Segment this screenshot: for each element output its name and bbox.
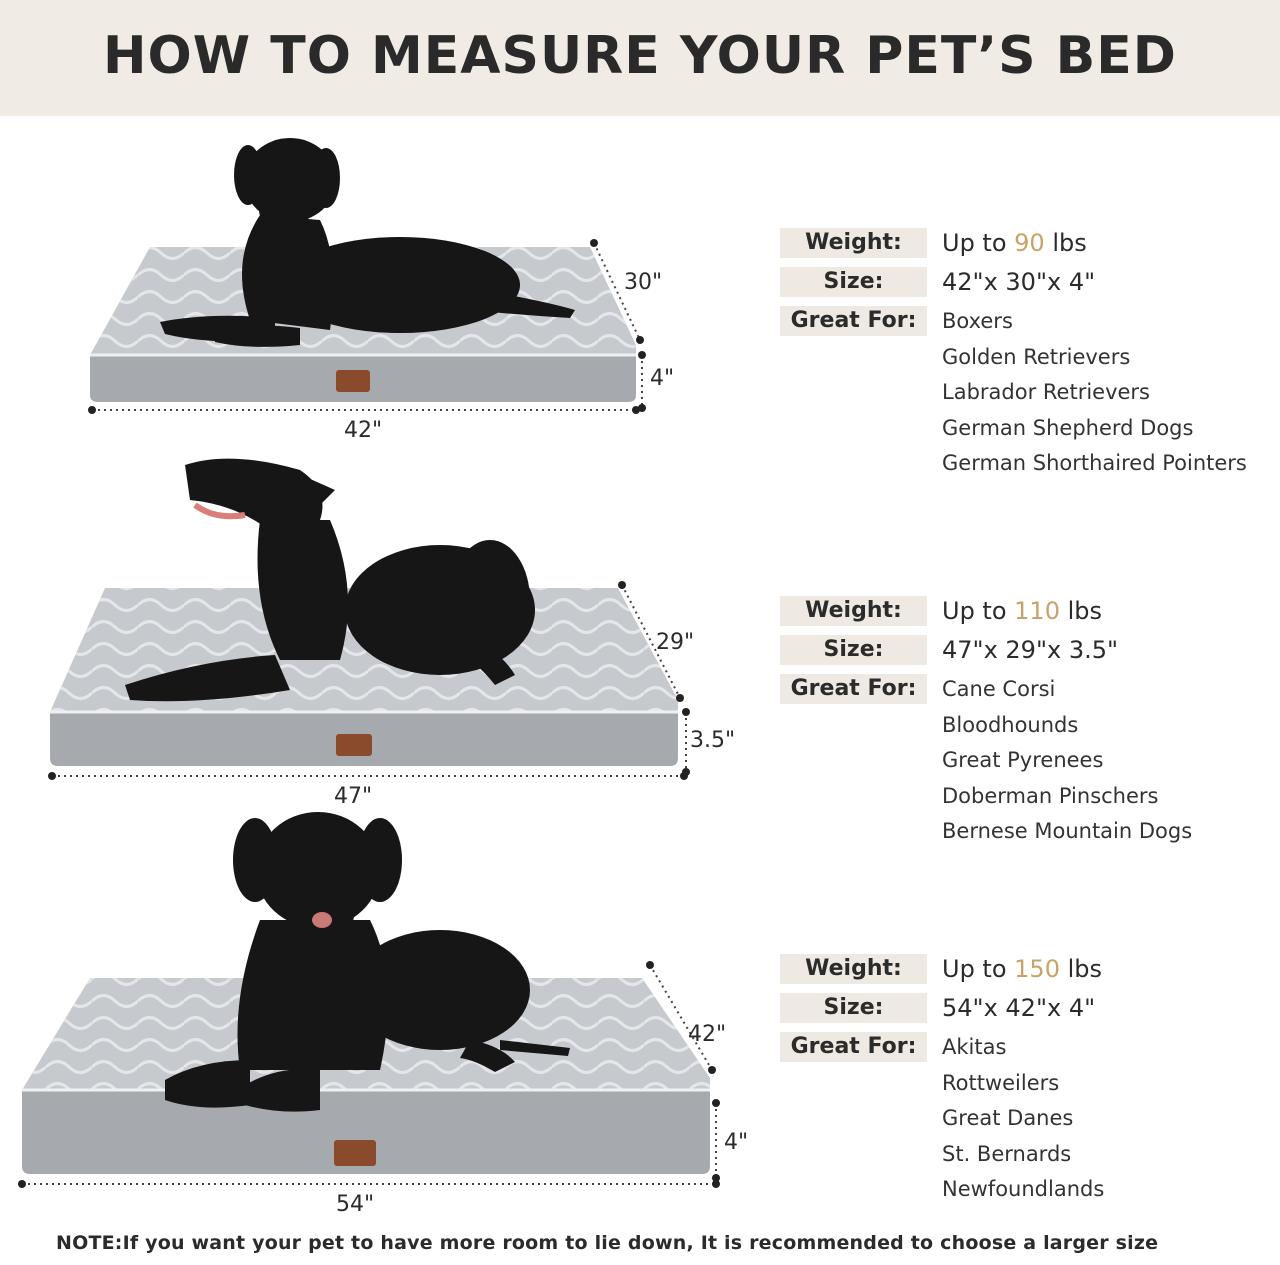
bed-small	[88, 138, 646, 414]
bed-1-height-label: 4"	[650, 366, 675, 391]
brand-tag-icon	[336, 734, 372, 756]
great-for-label: Great For:	[780, 1032, 927, 1062]
size-label: Size:	[780, 993, 927, 1023]
weight-value: Up to 110 lbs	[942, 597, 1103, 625]
weight-row	[780, 594, 1270, 633]
spec-block-medium	[780, 594, 1270, 843]
weight-label: Weight:	[780, 228, 927, 258]
list-item: German Shorthaired Pointers	[942, 451, 1247, 475]
bed-large	[18, 812, 720, 1188]
weight-label: Weight:	[780, 596, 927, 626]
breed-list	[942, 1030, 1104, 1208]
bed-3-width-label: 54"	[336, 1192, 375, 1217]
brand-tag-icon	[336, 370, 370, 392]
breed-list	[942, 304, 1247, 482]
size-row	[780, 991, 1270, 1030]
size-value: 47"x 29"x 3.5"	[942, 636, 1119, 664]
great-for-label: Great For:	[780, 674, 927, 704]
list-item: Doberman Pinschers	[942, 783, 1159, 808]
bed-medium	[48, 459, 690, 780]
size-value: 54"x 42"x 4"	[942, 994, 1096, 1022]
list-item: Golden Retrievers	[942, 344, 1131, 369]
bed-2-width-label: 47"	[334, 784, 373, 809]
bed-1-depth-label: 30"	[624, 270, 663, 295]
bed-1-width-label: 42"	[344, 418, 383, 443]
size-row	[780, 265, 1270, 304]
bed-3-depth-label: 42"	[688, 1022, 727, 1047]
size-value: 42"x 30"x 4"	[942, 268, 1096, 296]
list-item: Bloodhounds	[942, 712, 1079, 737]
bed-3-height-label: 4"	[724, 1130, 749, 1155]
size-label: Size:	[780, 267, 927, 297]
page-title: HOW TO MEASURE YOUR PET’S BED	[103, 26, 1177, 86]
spec-block-small	[780, 226, 1270, 475]
footer-note: NOTE:If you want your pet to have more room to lie down, It is recommended to choose a larger size	[56, 1232, 1159, 1254]
list-item: Great Danes	[942, 1106, 1074, 1130]
list-item: Great Pyrenees	[942, 748, 1104, 772]
breed-list	[942, 672, 1192, 850]
weight-row	[780, 226, 1270, 265]
bed-2-height-label: 3.5"	[690, 728, 736, 753]
brand-tag-icon	[334, 1140, 376, 1166]
list-item: Newfoundlands	[942, 1177, 1105, 1201]
list-item: Akitas	[942, 1035, 1007, 1059]
list-item: Cane Corsi	[942, 677, 1056, 701]
weight-value: Up to 150 lbs	[942, 955, 1103, 983]
list-item: St. Bernards	[942, 1141, 1072, 1166]
weight-row	[780, 952, 1270, 991]
size-row	[780, 633, 1270, 672]
weight-label: Weight:	[780, 954, 927, 984]
great-for-label: Great For:	[780, 306, 927, 336]
list-item: Boxers	[942, 309, 1013, 333]
list-item: German Shepherd Dogs	[942, 415, 1194, 440]
bed-2-depth-label: 29"	[656, 630, 695, 655]
list-item: Rottweilers	[942, 1070, 1060, 1095]
size-label: Size:	[780, 635, 927, 665]
weight-value: Up to 90 lbs	[942, 229, 1087, 257]
spec-block-large	[780, 952, 1270, 1201]
list-item: Bernese Mountain Dogs	[942, 819, 1193, 843]
list-item: Labrador Retrievers	[942, 380, 1151, 404]
